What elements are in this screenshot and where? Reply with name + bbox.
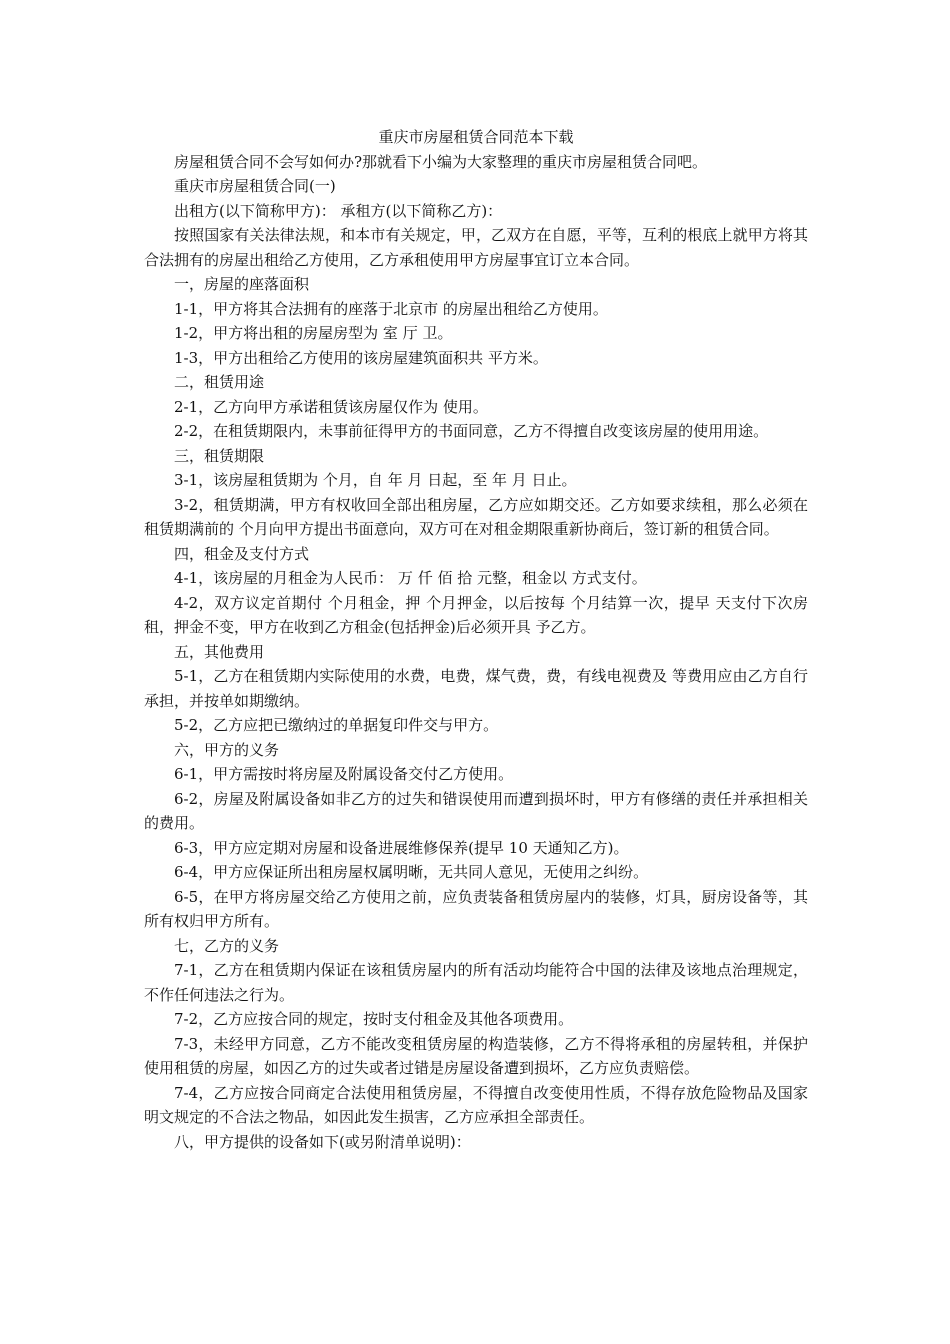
paragraph: 重庆市房屋租赁合同(一) xyxy=(174,177,336,195)
paragraph: 1-2，甲方将出租的房屋房型为 室 厅 卫。 xyxy=(174,324,453,342)
paragraph: 1-3，甲方出租给乙方使用的该房屋建筑面积共 平方米。 xyxy=(174,348,548,367)
paragraph: 5-2，乙方应把已缴纳过的单据复印件交与甲方。 xyxy=(174,716,499,734)
paragraph: 7-4，乙方应按合同商定合法使用租赁房屋，不得擅自改变使用性质，不得存放危险物品及国家明文规定的不合法之物品，如因此发生损害，乙方应承担全部责任。 xyxy=(144,1083,808,1126)
paragraph: 5-1，乙方在租赁期内实际使用的水费，电费，煤气费，费，有线电视费及 等费用应由乙方自行承担，并按单如期缴纳。 xyxy=(144,667,808,710)
paragraph: 6-4，甲方应保证所出租房屋权属明晰，无共同人意见，无使用之纠纷。 xyxy=(174,863,649,881)
paragraph: 七，乙方的义务 xyxy=(174,936,280,955)
paragraph: 八，甲方提供的设备如下(或另附清单说明)： xyxy=(174,1132,471,1151)
paragraph: 六，甲方的义务 xyxy=(174,740,280,759)
document-title: 重庆市房屋租赁合同范本下载 xyxy=(378,128,574,146)
paragraph: 五，其他费用 xyxy=(174,642,265,661)
paragraph: 按照国家有关法律法规，和本市有关规定，甲，乙双方在自愿，平等，互利的根底上就甲方将其合法拥有的房屋出租给乙方使用，乙方承租使用甲方房屋事宜订立本合同。 xyxy=(144,226,808,269)
paragraph: 7-2，乙方应按合同的规定，按时支付租金及其他各项费用。 xyxy=(174,1010,574,1028)
paragraph-list xyxy=(144,150,808,1155)
paragraph: 6-5，在甲方将房屋交给乙方使用之前，应负责装备租赁房屋内的装修，灯具，厨房设备等，其所有权归甲方所有。 xyxy=(144,887,808,930)
paragraph: 1-1，甲方将其合法拥有的座落于北京市 的房屋出租给乙方使用。 xyxy=(174,299,608,318)
paragraph: 房屋租赁合同不会写如何办?那就看下小编为大家整理的重庆市房屋租赁合同吧。 xyxy=(174,152,708,171)
paragraph: 三，租赁期限 xyxy=(174,446,265,465)
paragraph: 6-1，甲方需按时将房屋及附属设备交付乙方使用。 xyxy=(174,765,514,783)
paragraph: 4-2，双方议定首期付 个月租金，押 个月押金，以后按每 个月结算一次，提早 天支付下次房租，押金不变，甲方在收到乙方租金(包括押金)后必须开具 予乙方。 xyxy=(144,593,808,636)
paragraph: 四，租金及支付方式 xyxy=(174,544,310,563)
paragraph: 2-2，在租赁期限内，未事前征得甲方的书面同意，乙方不得擅自改变该房屋的使用用途。 xyxy=(174,422,769,440)
paragraph: 3-1，该房屋租赁期为 个月，自 年 月 日起，至 年 月 日止。 xyxy=(174,471,577,489)
paragraph: 7-3，未经甲方同意，乙方不能改变租赁房屋的构造装修，乙方不得将承租的房屋转租，并保护使用租赁的房屋，如因乙方的过失或者过错是房屋设备遭到损坏，乙方应负责赔偿。 xyxy=(144,1034,808,1077)
paragraph: 一，房屋的座落面积 xyxy=(174,275,310,293)
paragraph: 6-2，房屋及附属设备如非乙方的过失和错误使用而遭到损坏时，甲方有修缮的责任并承担相关的费用。 xyxy=(144,789,808,832)
document-body xyxy=(144,125,808,1154)
paragraph: 6-3，甲方应定期对房屋和设备进展维修保养(提早 10 天通知乙方)。 xyxy=(174,838,629,857)
paragraph: 二，租赁用途 xyxy=(174,373,265,391)
paragraph: 7-1，乙方在租赁期内保证在该租赁房屋内的所有活动均能符合中国的法律及该地点治理规定，不作任何违法之行为。 xyxy=(144,961,808,1004)
paragraph: 4-1，该房屋的月租金为人民币： 万 仟 佰 拾 元整，租金以 方式支付。 xyxy=(174,569,647,587)
paragraph: 2-1，乙方向甲方承诺租赁该房屋仅作为 使用。 xyxy=(174,397,488,416)
paragraph: 3-2，租赁期满，甲方有权收回全部出租房屋，乙方应如期交还。乙方如要求续租，那么必须在租赁期满前的 个月向甲方提出书面意向，双方可在对租金期限重新协商后，签订新的租赁合同。 xyxy=(144,495,808,538)
paragraph: 出租方(以下简称甲方)： 承租方(以下简称乙方)： xyxy=(174,201,503,220)
